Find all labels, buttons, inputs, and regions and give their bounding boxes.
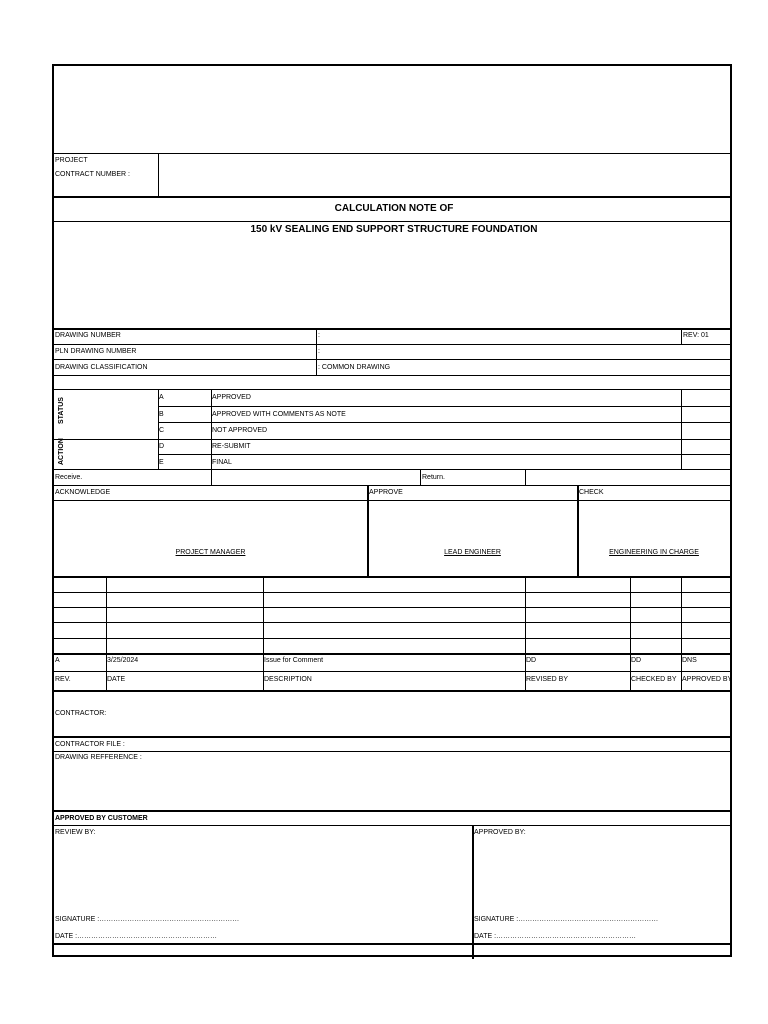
rule-drawing-1: [54, 344, 730, 345]
rule-signoff-2: [577, 485, 579, 576]
signature-right: SIGNATURE :……………………………………………………: [474, 916, 659, 923]
rule-customer-mid: [54, 825, 730, 826]
rule-rev-col-2: [263, 576, 264, 690]
rule-revisions-top: [54, 576, 730, 578]
rule-rev-col-5: [681, 576, 682, 690]
rule-rev-col-1: [106, 576, 107, 690]
rule-signoff-1: [367, 485, 369, 576]
revised-by-cell: DD: [526, 657, 537, 664]
status-option-final: FINAL: [212, 459, 232, 466]
rev-cell: A: [55, 657, 60, 664]
rule-status-3: [54, 439, 730, 440]
drawing-classification-value: : COMMON DRAWING: [318, 364, 391, 371]
rule-status-1: [158, 406, 730, 407]
status-code-e: E: [159, 459, 164, 466]
rule-drawing-colon: [316, 328, 317, 375]
date-left: DATE :……………………………………………………: [55, 933, 218, 940]
document-title-line2: 150 kV SEALING END SUPPORT STRUCTURE FOUNDATION: [250, 224, 538, 235]
status-code-d: D: [159, 443, 165, 450]
rule-project-top: [54, 153, 730, 154]
drawing-reference-label: DRAWING REFFERENCE :: [55, 754, 142, 761]
rule-rev-6: [54, 671, 730, 672]
rule-reference-top: [54, 751, 730, 752]
rule-signoff-top: [54, 485, 730, 486]
revised-by-header: REVISED BY: [526, 676, 569, 683]
drawing-number-value: :: [318, 332, 320, 339]
contractor-label: CONTRACTOR:: [55, 710, 107, 717]
form-sheet: [52, 64, 732, 957]
rule-status-code: [211, 389, 212, 485]
rule-rev-5: [54, 653, 730, 655]
project-label: PROJECT: [55, 157, 88, 164]
rule-contractor-file: [54, 736, 730, 738]
action-label: ACTION: [58, 438, 65, 465]
rule-contractor-top: [54, 690, 730, 692]
date-right: DATE :……………………………………………………: [474, 933, 637, 940]
rule-title-mid: [54, 221, 730, 222]
rev-header: REV.: [55, 676, 71, 683]
engineering-in-charge-label: ENGINEERING IN CHARGE: [609, 549, 699, 556]
rule-customer-bottom: [54, 943, 730, 945]
rule-customer-top: [54, 810, 730, 812]
return-label: Return.: [422, 474, 445, 481]
date-header: DATE: [107, 676, 126, 683]
description-cell: Issue for Comment: [264, 657, 324, 664]
receive-label: Receive.: [55, 474, 83, 481]
document-title-line1: CALCULATION NOTE OF: [334, 203, 454, 214]
review-by-label: REVIEW BY:: [55, 829, 96, 836]
description-header: DESCRIPTION: [264, 676, 312, 683]
rule-rev-4: [54, 638, 730, 639]
status-option-not-approved: NOT APPROVED: [212, 427, 268, 434]
rule-status-2: [158, 422, 730, 423]
pln-drawing-number-value: :: [318, 348, 320, 355]
drawing-number-label: DRAWING NUMBER: [55, 332, 121, 339]
customer-approved-by-label: APPROVED BY:: [474, 829, 526, 836]
signature-left: SIGNATURE :……………………………………………………: [55, 916, 240, 923]
status-option-approved: APPROVED: [212, 394, 251, 401]
rule-status-4: [158, 454, 730, 455]
rule-project-divider: [158, 153, 159, 196]
rule-rev-col-4: [630, 576, 631, 690]
checked-by-header: CHECKED BY: [631, 676, 677, 683]
rule-status-top: [54, 389, 730, 390]
rule-receive-right: [525, 469, 526, 485]
status-option-resubmit: RE-SUBMIT: [212, 443, 251, 450]
rule-status-check: [681, 389, 682, 469]
approve-label: APPROVE: [369, 489, 403, 496]
status-code-a: A: [159, 394, 164, 401]
rule-drawing-2: [54, 359, 730, 360]
approved-by-header: APPROVED BY: [682, 676, 733, 683]
approved-by-cell: DNS: [682, 657, 697, 664]
rule-rev-2: [54, 607, 730, 608]
rule-drawing-3: [54, 375, 730, 376]
rule-receive-top: [54, 469, 730, 470]
project-manager-label: PROJECT MANAGER: [175, 549, 246, 556]
status-code-c: C: [159, 427, 165, 434]
contractor-file-label: CONTRACTOR FILE :: [55, 741, 125, 748]
checked-by-cell: DD: [631, 657, 642, 664]
rule-rev-1: [54, 592, 730, 593]
rule-receive-mid: [420, 469, 421, 485]
drawing-classification-label: DRAWING CLASSIFICATION: [55, 364, 148, 371]
rule-title-top: [54, 196, 730, 198]
status-option-approved-with-comments: APPROVED WITH COMMENTS AS NOTE: [212, 411, 346, 418]
rule-rev-3: [54, 622, 730, 623]
contract-number-label: CONTRACT NUMBER :: [55, 171, 130, 178]
revision-number: REV: 01: [683, 332, 709, 339]
status-label: STATUS: [58, 397, 65, 424]
acknowledge-label: ACKNOWLEDGE: [55, 489, 111, 496]
rule-rev-col-3: [525, 576, 526, 690]
lead-engineer-label: LEAD ENGINEER: [444, 549, 501, 556]
check-label: CHECK: [579, 489, 604, 496]
rule-drawing-rev: [681, 328, 682, 344]
rule-signoff-mid: [54, 500, 730, 501]
status-code-b: B: [159, 411, 164, 418]
pln-drawing-number-label: PLN DRAWING NUMBER: [55, 348, 137, 355]
rule-drawing-top: [54, 328, 730, 330]
date-cell: 3/25/2024: [107, 657, 139, 664]
approved-by-customer-label: APPROVED BY CUSTOMER: [55, 815, 148, 822]
